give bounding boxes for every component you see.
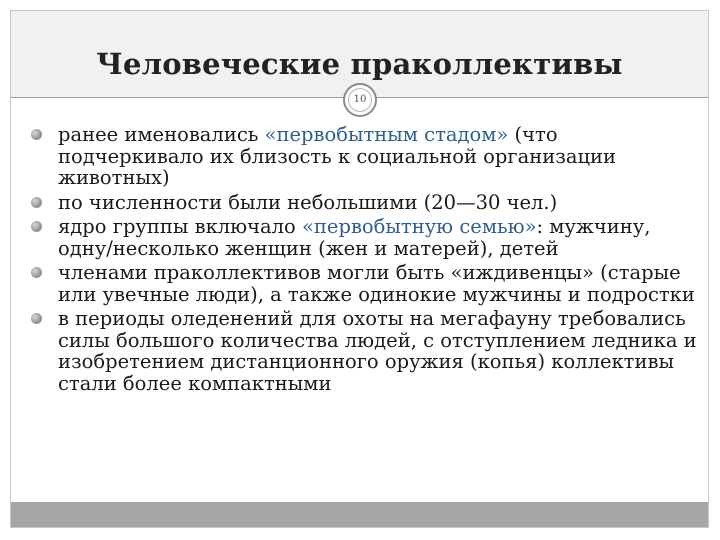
page-number: 10 xyxy=(353,94,367,105)
footer-bar xyxy=(11,502,708,527)
bullet-dot-icon xyxy=(31,267,42,278)
bullet-item: ранее именовались «первобытным стадом» (что подчеркивало их близость к социальной организации животных) xyxy=(30,124,700,189)
highlighted-term: «первобытную семью» xyxy=(302,215,537,238)
bullet-item: в периоды оледенений для охоты на мегафауну требовались силы большого количества людей, с отступлением ледника и изобретением дистанционного оружия (копья) коллективы стали более компактными xyxy=(30,308,700,394)
bullet-item: членами праколлективов могли быть «иждивенцы» (старые или увечные люди), а также одинокие мужчины и подростки xyxy=(30,262,700,305)
bullet-item: ядро группы включало «первобытную семью»: мужчину, одну/несколько женщин (жен и матерей), детей xyxy=(30,216,700,259)
bullet-item: по численности были небольшими (20—30 чел.) xyxy=(30,192,700,214)
slide-content xyxy=(30,124,700,397)
bullet-dot-icon xyxy=(31,197,42,208)
highlighted-term: «первобытным стадом» xyxy=(264,123,509,146)
bullet-dot-icon xyxy=(31,313,42,324)
bullet-dot-icon xyxy=(31,129,42,140)
slide-title: Человеческие праколлективы xyxy=(96,47,623,81)
page-number-badge xyxy=(343,83,377,117)
bullet-list xyxy=(30,124,700,394)
bullet-dot-icon xyxy=(31,221,42,232)
